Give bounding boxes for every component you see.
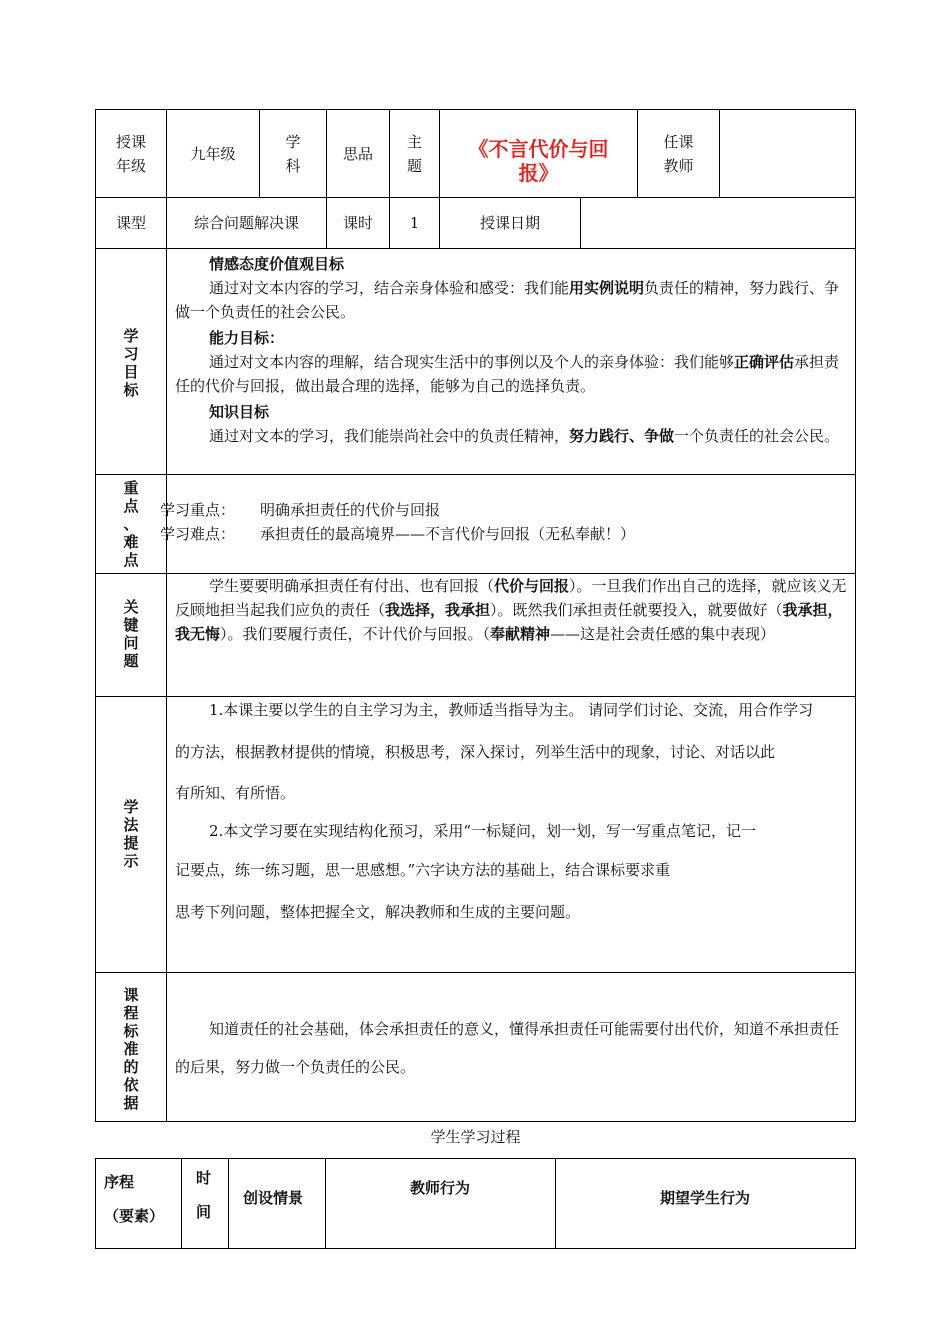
col-time-header: 时 间 — [196, 1169, 212, 1221]
teacher-label: 任课教师 — [663, 132, 694, 175]
col-scenario-header: 创设情景 — [243, 1189, 304, 1207]
date-label: 授课日期 — [479, 214, 540, 232]
topic-label: 主题 — [406, 132, 422, 175]
goals-label: 学 习 目 标 — [123, 327, 139, 399]
col-sequence-header: 序程 （要素） — [104, 1173, 165, 1225]
date-value — [581, 198, 855, 248]
emotion-goal-text: 通过对文本内容的学习，结合亲身体验和感受：我们能用实例说明负责任的精神，努力践行、争做一个负责任的社会公民。 — [175, 279, 840, 321]
difficult-point: 学习难点： 承担责任的最高境界——不言代价与回报（无私奉献！） — [160, 525, 636, 543]
col-teacher-header: 教师行为 — [409, 1179, 470, 1197]
method-line-2: 的方法，根据教材提供的情境，积极思考，深入探讨，列举生活中的现象，讨论、对话以此 — [175, 743, 776, 761]
topic-value: 《不言代价与回报》 — [468, 136, 609, 185]
process-title: 学生学习过程 — [430, 1128, 521, 1146]
method-label: 学 法 提 示 — [123, 798, 139, 870]
hours-label: 课时 — [342, 214, 373, 232]
key-issue-text: 学生要要明确承担责任有付出、也有回报（代价与回报）。一旦我们作出自己的选择，就应该义无反顾地担当起我们应负的责任（我选择，我承担）。既然我们承担责任就要投入，就要做好（我承担，我无悔）。我们要履行责任，不计代价与回报。（奉献精神——这是社会责任感的集中表现） — [175, 577, 847, 643]
key-issue-label: 关 键 问 题 — [123, 598, 139, 670]
standard-text: 知道责任的社会基础，体会承担责任的意义，懂得承担责任可能需要付出代价，知道不承担责任的后果，努力做一个负责任的公民。 — [175, 1020, 840, 1076]
grade-label: 授课年级 — [115, 132, 146, 175]
method-line-6: 思考下列问题，整体把握全文，解决教师和生成的主要问题。 — [175, 903, 581, 921]
method-line-1: 1.本课主要以学生的自主学习为主，教师适当指导为主。 请同学们讨论、交流，用合作学习 — [209, 701, 814, 719]
ability-goal-text: 通过对文本内容的理解，结合现实生活中的事例以及个人的亲身体验：我们能够正确评估承担责任的代价与回报，做出最合理的选择，能够为自己的选择负责。 — [175, 353, 840, 395]
method-line-3: 有所知、有所悟。 — [175, 784, 296, 802]
hours-value: 1 — [409, 214, 420, 232]
teacher-value — [720, 110, 855, 197]
standard-label: 课 程 标 准 的 依 据 — [123, 986, 139, 1112]
method-line-4: 2.本文学习要在实现结构化预习，采用“一标疑问，划一划，写一写重点笔记，记一 — [209, 822, 756, 840]
col-student-header: 期望学生行为 — [659, 1189, 750, 1207]
key-point: 学习重点： 明确承担责任的代价与回报 — [160, 501, 441, 519]
subject-label: 学科 — [285, 132, 301, 175]
knowledge-goal-text: 通过对文本的学习，我们能崇尚社会中的负责任精神，努力践行、争做一个负责任的社会公民。 — [209, 427, 840, 445]
knowledge-goal-title: 知识目标 — [209, 403, 270, 421]
keypoints-label: 重 点 、 难 点 — [123, 479, 139, 569]
method-line-5: 记要点，练一练习题，思一思感想。”六字诀方法的基础上，结合课标要求重 — [175, 861, 671, 879]
type-value: 综合问题解决课 — [193, 214, 299, 232]
grade-value: 九年级 — [190, 144, 236, 163]
subject-value: 思品 — [342, 144, 373, 163]
ability-goal-title: 能力目标： — [209, 329, 285, 347]
type-label: 课型 — [115, 214, 146, 232]
emotion-goal-title: 情感态度价值观目标 — [209, 255, 345, 273]
